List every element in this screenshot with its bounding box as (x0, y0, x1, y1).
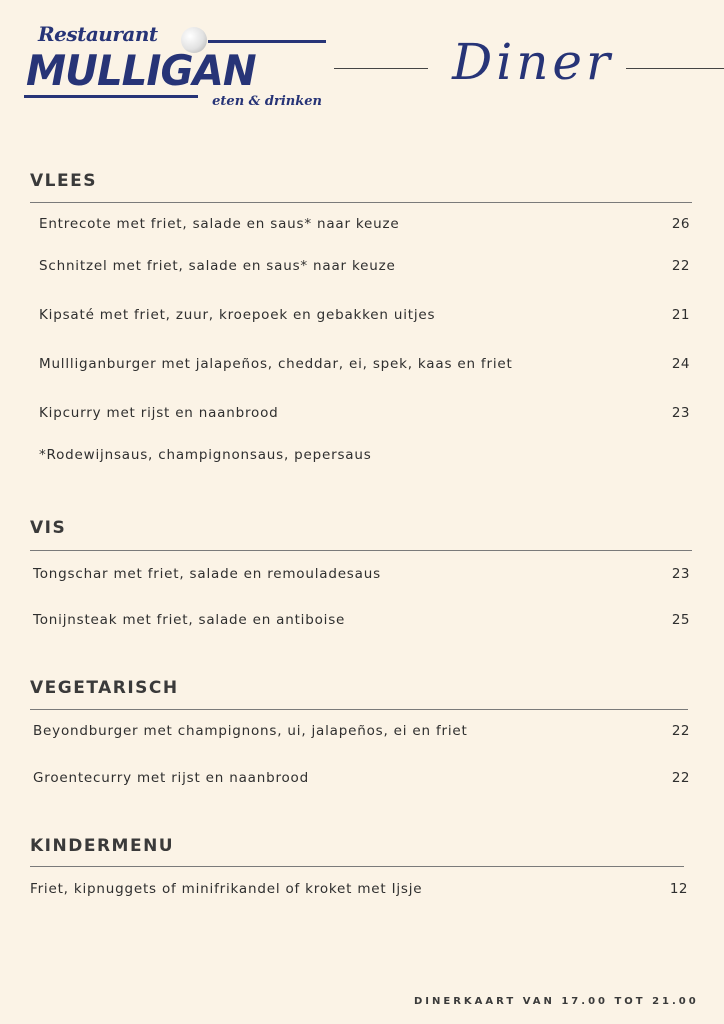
menu-item-price: 21 (671, 307, 690, 323)
section-title-vis: VIS (30, 518, 67, 538)
menu-item-name: Kipcurry met rijst en naanbrood (39, 405, 279, 421)
page-title: Diner (452, 33, 614, 91)
logo-restaurant-text: Restaurant (38, 22, 158, 46)
menu-item-name: Groentecurry met rijst en naanbrood (33, 770, 309, 786)
logo-line-top (208, 40, 326, 43)
menu-item-price: 23 (671, 405, 690, 421)
logo-line-bottom (24, 95, 198, 98)
menu-item-price: 24 (671, 356, 690, 372)
section-title-vlees: VLEES (30, 171, 97, 191)
section-divider (30, 709, 688, 710)
menu-item-name: Tonijnsteak met friet, salade en antiboise (33, 612, 346, 628)
menu-item-name: Beyondburger met champignons, ui, jalapeños, ei en friet (33, 723, 468, 739)
heading-line-right (626, 68, 724, 69)
menu-item-name: Entrecote met friet, salade en saus* naar keuze (39, 216, 400, 232)
menu-item-name: Friet, kipnuggets of minifrikandel of kroket met Ijsje (30, 881, 423, 897)
menu-item-price: 22 (671, 770, 690, 786)
menu-item-name: Kipsaté met friet, zuur, kroepoek en gebakken uitjes (39, 307, 436, 323)
footer-hours: DINERKAART VAN 17.00 TOT 21.00 (414, 996, 699, 1007)
restaurant-logo (24, 22, 330, 114)
section-title-kindermenu: KINDERMENU (30, 836, 175, 856)
menu-item-price: 26 (671, 216, 690, 232)
menu-item-price: 25 (671, 612, 690, 628)
section-title-vegetarisch: VEGETARISCH (30, 678, 179, 698)
menu-item-name: Mullliganburger met jalapeños, cheddar, ei, spek, kaas en friet (39, 356, 513, 372)
menu-item-price: 12 (669, 881, 688, 897)
menu-item-name: Schnitzel met friet, salade en saus* naar keuze (39, 258, 396, 274)
section-divider (30, 202, 692, 203)
menu-item-name: Tongschar met friet, salade en remouladesaus (33, 566, 381, 582)
logo-tagline: eten & drinken (212, 94, 322, 109)
menu-item-price: 23 (671, 566, 690, 582)
menu-item-price: 22 (671, 723, 690, 739)
menu-item-price: 22 (671, 258, 690, 274)
section-divider (30, 550, 692, 551)
logo-name: MULLIGAN (26, 46, 256, 95)
section-divider (30, 866, 684, 867)
sauce-note: *Rodewijnsaus, champignonsaus, pepersaus (39, 447, 372, 463)
heading-line-left (334, 68, 428, 69)
